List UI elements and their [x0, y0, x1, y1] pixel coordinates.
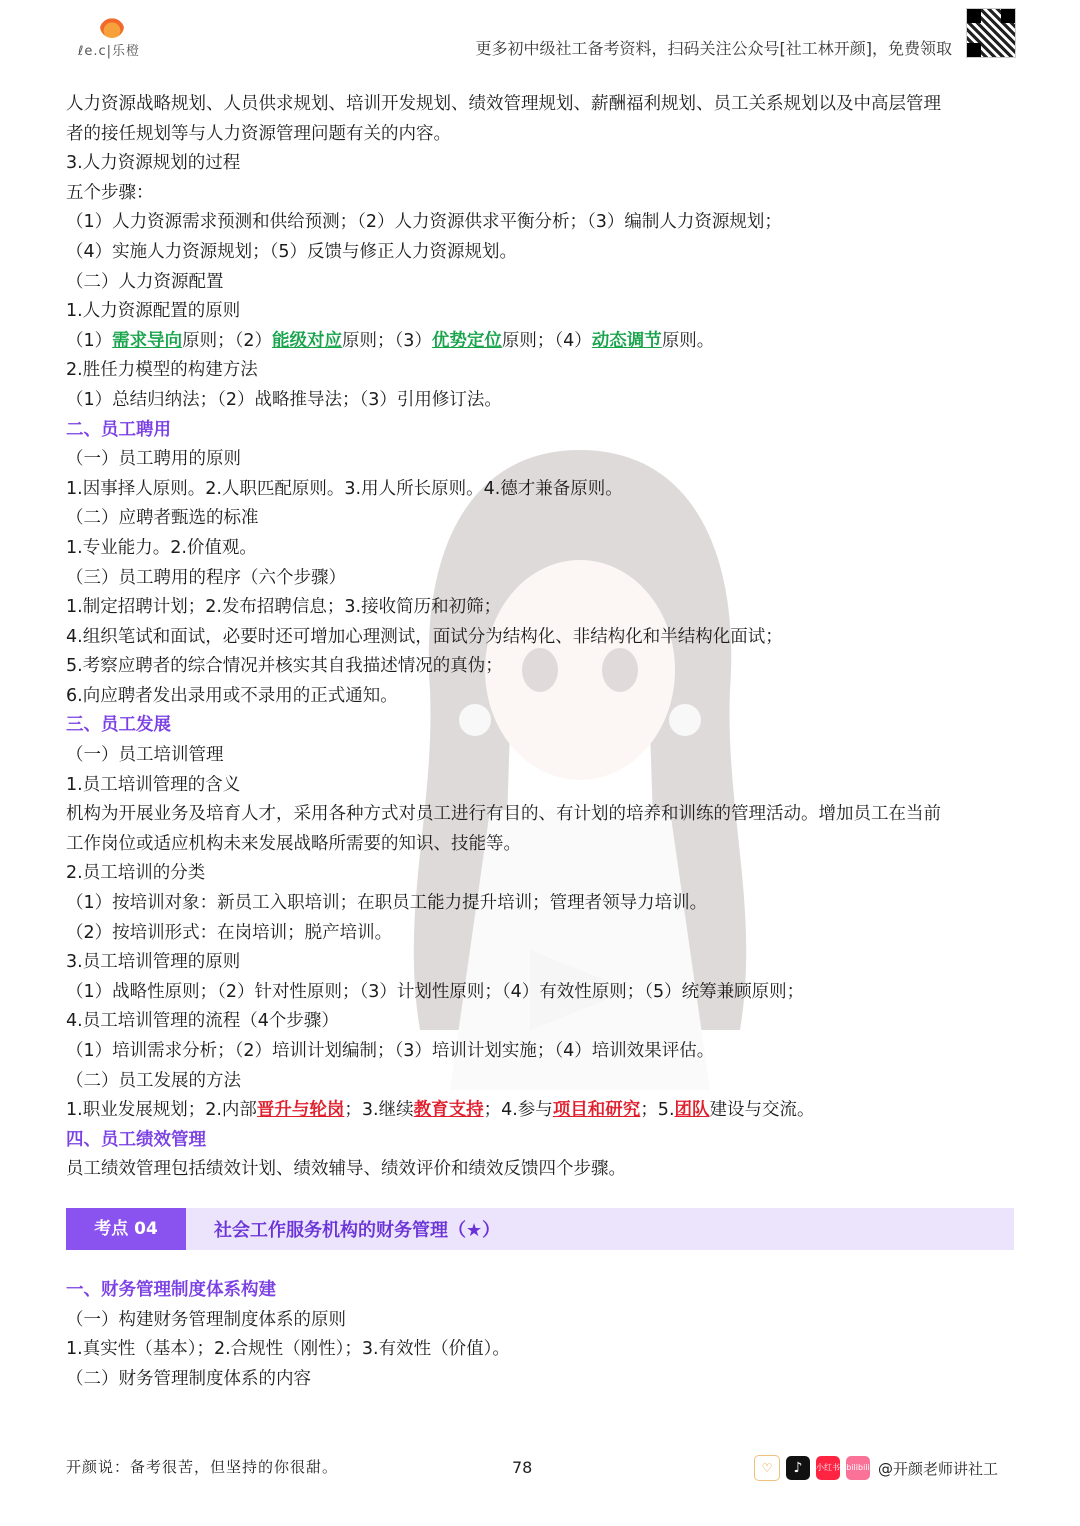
header-note: 更多初中级社工备考资料，扫码关注公众号[社工林开颜]，免费领取 — [475, 39, 952, 58]
text-line: （二）应聘者甄选的标准 — [66, 508, 259, 529]
section-banner — [66, 1208, 1014, 1250]
section-heading: 三、员工发展 — [66, 715, 171, 736]
text-fragment: ；5. — [640, 1100, 675, 1121]
highlighted-term: 优势定位 — [431, 330, 502, 351]
footer-quote: 开颜说：备考很苦，但坚持的你很甜。 — [66, 1458, 339, 1476]
text-line: 1.人力资源配置的原则 — [66, 301, 241, 322]
text-line: 2.员工培训的分类 — [66, 863, 206, 884]
logo-text: ℓe.c|乐橙 — [78, 44, 141, 59]
section-heading: 二、员工聘用 — [66, 419, 171, 440]
text-line: 工作岗位或适应机构未来发展战略所需要的知识、技能等。 — [66, 833, 521, 854]
social-handle: @开颜老师讲社工 — [878, 1459, 999, 1478]
document-body — [66, 90, 1016, 1185]
text-line: 机构为开展业务及培育人才，采用各种方式对员工进行有目的、有计划的培养和训练的管理活动。增加员工在当前 — [66, 804, 941, 825]
text-line: 2.胜任力模型的构建方法 — [66, 360, 258, 381]
text-line: （1）培训需求分析；（2）培训计划编制；（3）培训计划实施；（4）培训效果评估。 — [66, 1041, 715, 1061]
logo-sun-icon — [100, 14, 124, 38]
section-heading: 四、员工绩效管理 — [66, 1129, 206, 1150]
highlighted-term: 动态调节 — [591, 330, 662, 351]
text-line: 1.真实性（基本）；2.合规性（刚性）；3.有效性（价值）。 — [66, 1339, 510, 1360]
weibo-icon[interactable]: ♡ — [754, 1455, 780, 1481]
social-links — [754, 1454, 998, 1482]
text-line: 6.向应聘者发出录用或不录用的正式通知。 — [66, 685, 398, 706]
page-number: 78 — [512, 1458, 533, 1477]
text-line: 五个步骤： — [66, 182, 154, 203]
text-line: 员工绩效管理包括绩效计划、绩效辅导、绩效评价和绩效反馈四个步骤。 — [66, 1159, 626, 1180]
text-fragment: （1） — [66, 330, 113, 351]
text-fragment: ；4.参与 — [483, 1100, 553, 1121]
text-fragment: 原则。 — [661, 330, 715, 351]
text-line: （1）人力资源需求预测和供给预测；（2）人力资源供求平衡分析；（3）编制人力资源规划； — [66, 212, 782, 233]
banner-title: 社会工作服务机构的财务管理（★） — [214, 1220, 501, 1241]
text-fragment: 原则；（3） — [342, 330, 432, 351]
text-line: （2）按培训形式：在岗培训；脱产培训。 — [66, 922, 393, 943]
highlighted-term: 晋升与轮岗 — [256, 1100, 345, 1121]
text-fragment: 原则；（4） — [501, 330, 592, 351]
text-line: （三）员工聘用的程序（六个步骤） — [66, 567, 346, 588]
text-line: 4.员工培训管理的流程（4个步骤） — [66, 1011, 339, 1032]
xiaohongshu-icon[interactable]: 小红书 — [816, 1456, 840, 1480]
text-fragment: 建设与交流。 — [709, 1100, 815, 1121]
highlighted-term: 团队 — [674, 1100, 710, 1121]
text-fragment: 1.职业发展规划；2.内部 — [66, 1100, 257, 1121]
text-line: （一）构建财务管理制度体系的原则 — [66, 1309, 346, 1330]
text-line: （二）财务管理制度体系的内容 — [66, 1368, 311, 1389]
text-line: 3.人力资源规划的过程 — [66, 153, 241, 174]
text-line: （1）总结归纳法；（2）战略推导法；（3）引用修订法。 — [66, 389, 502, 410]
text-line: （一）员工培训管理 — [66, 745, 224, 766]
text-line: （1）战略性原则；（2）针对性原则；（3）计划性原则；（4）有效性原则；（5）统筹兼顾原则； — [66, 981, 805, 1002]
text-line: 人力资源战略规划、人员供求规划、培训开发规划、绩效管理规划、薪酬福利规划、员工关系规划以及中高层管理 — [66, 94, 941, 114]
text-line — [66, 1096, 1016, 1126]
brand-logo — [78, 14, 158, 58]
text-line: 5.考察应聘者的综合情况并核实其自我描述情况的真伪； — [66, 656, 503, 677]
highlighted-term: 需求导向 — [112, 330, 183, 351]
text-fragment: 原则；（2） — [182, 330, 273, 351]
highlighted-term: 教育支持 — [413, 1100, 484, 1121]
text-line: （一）员工聘用的原则 — [66, 449, 241, 470]
text-fragment: ；3.继续 — [344, 1100, 414, 1121]
banner-tag: 考点 04 — [66, 1208, 186, 1250]
bilibili-icon[interactable]: bilibili — [846, 1456, 870, 1480]
text-line: 1.制定招聘计划；2.发布招聘信息；3.接收简历和初筛； — [66, 597, 502, 618]
text-line: 4.组织笔试和面试，必要时还可增加心理测试，面试分为结构化、非结构化和半结构化面试； — [66, 626, 783, 647]
text-line: 1.专业能力。2.价值观。 — [66, 537, 257, 558]
text-line: （二）员工发展的方法 — [66, 1070, 241, 1091]
text-line — [66, 327, 1016, 357]
text-line: （1）按培训对象：新员工入职培训；在职员工能力提升培训；管理者领导力培训。 — [66, 893, 708, 914]
text-line: 1.员工培训管理的含义 — [66, 774, 241, 795]
document-body-continued — [66, 1276, 1016, 1394]
text-line: （4）实施人力资源规划；（5）反馈与修正人力资源规划。 — [66, 241, 518, 262]
highlighted-term: 项目和研究 — [552, 1100, 641, 1121]
qr-code-icon — [966, 8, 1016, 58]
text-line: （二）人力资源配置 — [66, 271, 224, 292]
text-line: 者的接任规划等与人力资源管理问题有关的内容。 — [66, 123, 451, 144]
text-line: 1.因事择人原则。2.人职匹配原则。3.用人所长原则。4.德才兼备原则。 — [66, 478, 623, 499]
text-line: 3.员工培训管理的原则 — [66, 952, 241, 973]
section-heading: 一、财务管理制度体系构建 — [66, 1280, 276, 1300]
douyin-icon[interactable]: ♪ — [786, 1456, 810, 1480]
highlighted-term: 能级对应 — [272, 330, 343, 351]
